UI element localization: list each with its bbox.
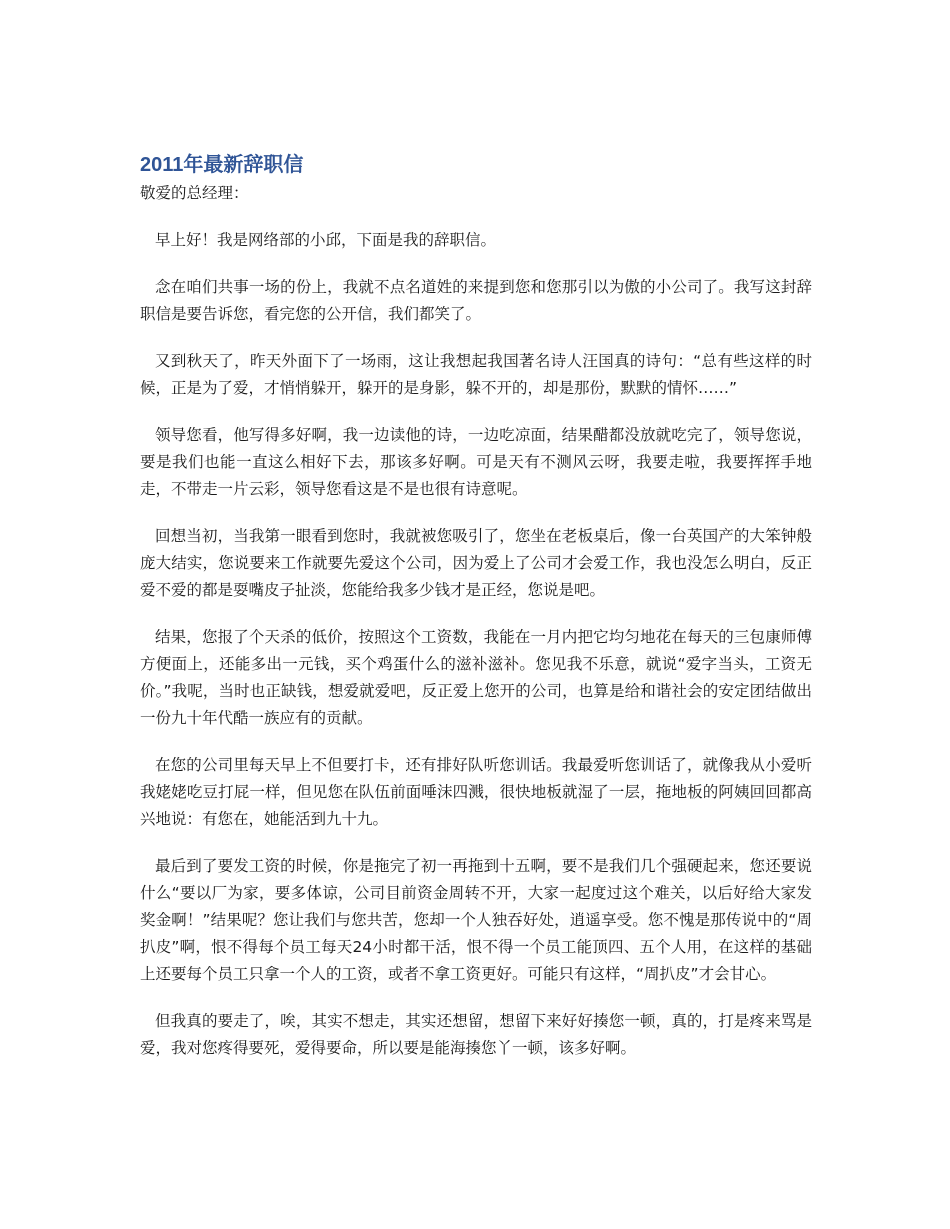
salutation: 敬爱的总经理： — [140, 184, 249, 202]
paragraph: 又到秋天了，昨天外面下了一场雨，这让我想起我国著名诗人汪国真的诗句：“总有些这样的时候，正是为了爱，才悄悄躲开，躲开的是身影，躲不开的，却是那份，默默的情怀……” — [140, 352, 812, 397]
paragraph: 最后到了要发工资的时候，你是拖完了初一再拖到十五啊，要不是我们几个强硬起来，您还要说什么“要以厂为家，要多体谅，公司目前资金周转不开，大家一起度过这个难关，以后好给大家发奖金啊！”结果呢？您让我们与您共苦，您却一个人独吞好处，逍遥享受。您不愧是那传说中的“周扒皮”啊，恨不得每个员工每天24小时都干活，恨不得一个员工能顶四、五个人用，在这样的基础上还要每个员工只拿一个人的工资，或者不拿工资更好。可能只有这样，“周扒皮”才会甘心。 — [140, 857, 812, 983]
paragraph: 结果，您报了个天杀的低价，按照这个工资数，我能在一月内把它均匀地花在每天的三包康师傅方便面上，还能多出一元钱，买个鸡蛋什么的滋补滋补。您见我不乐意，就说“爱字当头，工资无价。”我呢，当时也正缺钱，想爱就爱吧，反正爱上您开的公司，也算是给和谐社会的安定团结做出一份九十年代酷一族应有的贡献。 — [140, 628, 812, 727]
paragraph: 念在咱们共事一场的份上，我就不点名道姓的来提到您和您那引以为傲的小公司了。我写这封辞职信是要告诉您，看完您的公开信，我们都笑了。 — [140, 278, 812, 323]
paragraph: 领导您看，他写得多好啊，我一边读他的诗，一边吃凉面，结果醋都没放就吃完了，领导您说，要是我们也能一直这么相好下去，那该多好啊。可是天有不测风云呀，我要走啦，我要挥挥手地走，不带走一片云彩，领导您看这是不是也很有诗意呢。 — [140, 426, 812, 498]
paragraph: 回想当初，当我第一眼看到您时，我就被您吸引了，您坐在老板桌后，像一台英国产的大笨钟般庞大结实，您说要来工作就要先爱这个公司，因为爱上了公司才会爱工作，我也没怎么明白，反正爱不爱的都是耍嘴皮子扯淡，您能给我多少钱才是正经，您说是吧。 — [140, 527, 812, 599]
document-body — [140, 150, 812, 1062]
paragraph: 但我真的要走了，唉，其实不想走，其实还想留，想留下来好好揍您一顿，真的，打是疼来骂是爱，我对您疼得要死，爱得要命，所以要是能海揍您丫一顿，该多好啊。 — [140, 1012, 812, 1057]
paragraph: 在您的公司里每天早上不但要打卡，还有排好队听您训话。我最爱听您训话了，就像我从小爱听我姥姥吃豆打屁一样，但见您在队伍前面唾沫四溅，很快地板就湿了一层，拖地板的阿姨回回都高兴地说：有您在，她能活到九十九。 — [140, 756, 812, 828]
paragraph: 早上好！我是网络部的小邱，下面是我的辞职信。 — [155, 231, 497, 249]
document-title: 2011年最新辞职信 — [140, 154, 304, 176]
